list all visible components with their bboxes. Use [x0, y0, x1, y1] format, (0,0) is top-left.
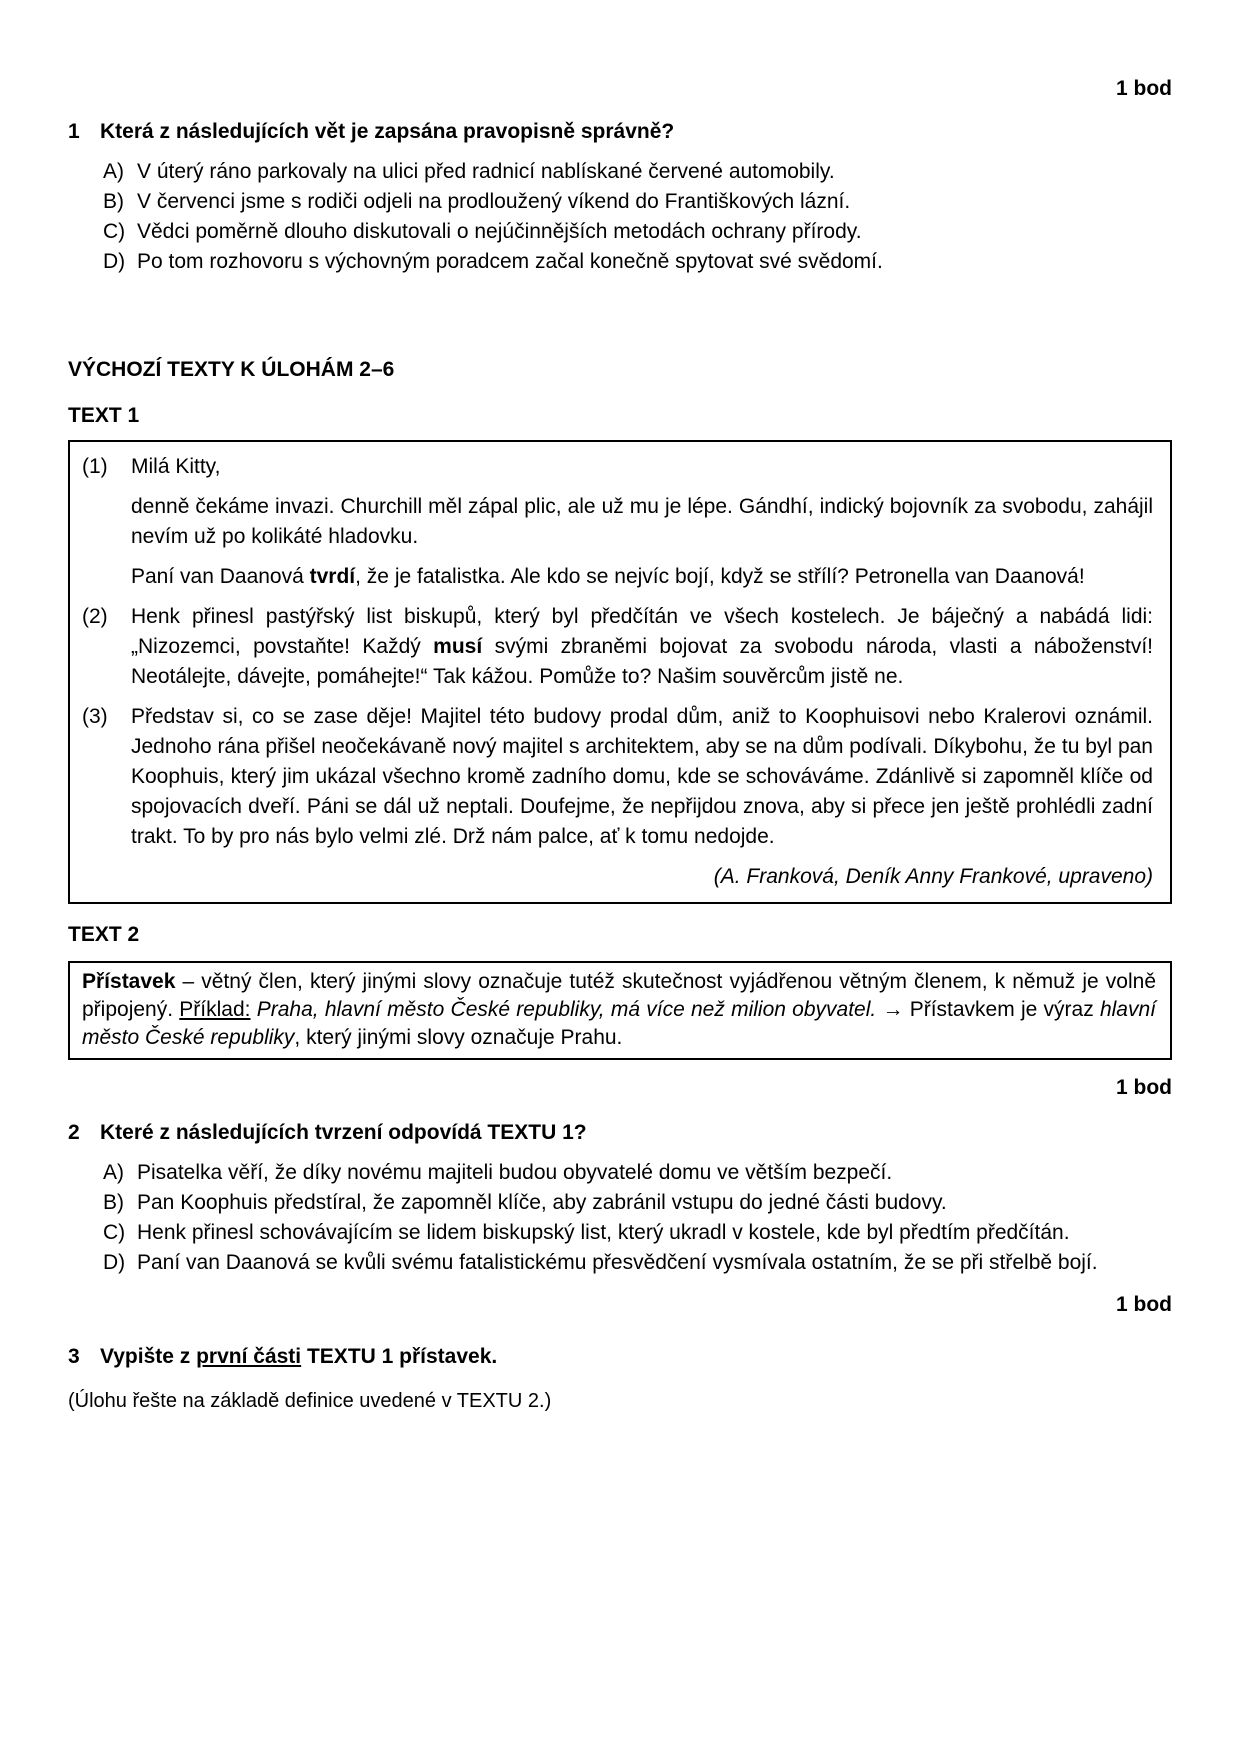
text2-tail: , který jinými slovy označuje Prahu.: [294, 1026, 623, 1049]
option-b: [103, 1188, 1172, 1218]
text1-block3: [82, 702, 1153, 852]
points-badge-q3: 1 bod: [1116, 1293, 1172, 1316]
text2-term: Přístavek: [82, 970, 176, 993]
source-texts-heading: VÝCHOZÍ TEXTY K ÚLOHÁM 2–6: [68, 358, 395, 381]
option-b-text: V červenci jsme s rodiči odjeli na prodloužený víkend do Františkových lázní.: [137, 190, 851, 213]
text1-p2-post: , že je fatalistka. Ale kdo se nejvíc bojí, když se střílí? Petronella van Daanová!: [355, 565, 1085, 588]
text1-block1-body: [131, 452, 1153, 592]
text1-block2-pre: Henk přinesl pastýřský list biskupů, který byl předčítán ve všech kostelech. Je báječný a nabádá lidi: „Nizozemci, povstaňte! Každý: [131, 605, 1153, 658]
option-c-text: Henk přinesl schovávajícím se lidem biskupský list, který ukradl v kostele, kde byl předtím předčítán.: [137, 1221, 1070, 1244]
text1-block1-number: (1): [82, 455, 108, 478]
text2-label: TEXT 2: [68, 923, 140, 946]
text1-box: [68, 440, 1172, 904]
option-a: [103, 157, 1172, 187]
text1-p2-bold-word: tvrdí: [309, 565, 356, 588]
option-a: [103, 1158, 1172, 1188]
text1-block3-number: (3): [82, 705, 108, 728]
points-badge-q2: 1 bod: [1116, 1076, 1172, 1099]
text1-block2-bold-word: musí: [433, 635, 483, 658]
text1-block2-post: svými zbraněmi bojovat za svobodu národa, vlasti a náboženství! Neotálejte, dávejte, pomáhejte!“ Tak kážou. Pomůže to? Našim souvěrcům jistě ne.: [131, 635, 1153, 688]
text2-example-label: Příklad:: [179, 998, 251, 1021]
text1-block2: [82, 602, 1153, 692]
option-c: [103, 217, 1172, 247]
text1-block3-body: Představ si, co se zase děje! Majitel této budovy prodal dům, aniž to Koophuisovi nebo Kralerovi oznámil. Jednoho rána přišel neočekávaně nový majitel s architektem, aby se na dům podívali. Díkybohu, že tu byl pan Koophuis, který jim ukázal všechno kromě zadního domu, kde se schováváme. Zdánlivě si zapomněl klíče od spojovacích dveří. Páni se dál už neptali. Doufejme, že nepřijdou znova, aby si přece jen ještě prohlédli zadní trakt. To by pro nás bylo velmi zlé. Drž nám palce, ať k tomu nedojde.: [131, 705, 1153, 848]
option-c-letter: C): [103, 1221, 126, 1244]
option-d-text: Paní van Daanová se kvůli svému fatalistickému přesvědčení vysmívala ostatním, že se při střelbě bojí.: [137, 1251, 1098, 1274]
question-3-note: (Úlohu řešte na základě definice uvedené v TEXTU 2.): [68, 1390, 552, 1412]
question-1-number: 1: [68, 120, 80, 143]
option-d: [103, 1248, 1172, 1278]
text1-attribution: (A. Franková, Deník Anny Frankové, upraveno): [713, 865, 1153, 888]
option-c: [103, 1218, 1172, 1248]
text2-example: Praha, hlavní město České republiky, má více než milion obyvatel.: [250, 998, 877, 1021]
option-b-letter: B): [103, 190, 124, 213]
question-3-number: 3: [68, 1345, 80, 1368]
option-d-letter: D): [103, 250, 126, 273]
question-2-heading: [68, 1118, 1172, 1148]
option-c-text: Vědci poměrně dlouho diskutovali o nejúčinnějších metodách ochrany přírody.: [137, 220, 862, 243]
points-badge-q1: 1 bod: [1116, 77, 1172, 100]
option-d-letter: D): [103, 1251, 126, 1274]
question-2-number: 2: [68, 1121, 80, 1144]
question-2-text: Které z následujících tvrzení odpovídá TEXTU 1?: [100, 1121, 587, 1144]
question-2-options: [103, 1158, 1172, 1278]
question-3-post: TEXTU 1 přístavek.: [301, 1345, 498, 1368]
question-3-underlined-part: první části: [196, 1345, 302, 1368]
option-a-text: Pisatelka věří, že díky novému majiteli budou obyvatelé domu ve větším bezpečí.: [137, 1161, 893, 1184]
text2-definition: – větný člen, který jinými slovy označuje tutéž skutečnost vyjádřenou větným členem, k němuž je volně připojený.: [82, 970, 1156, 1021]
option-c-letter: C): [103, 220, 126, 243]
question-3-pre: Vypište z: [100, 1345, 197, 1368]
text1-paragraph-1: denně čekáme invazi. Churchill měl zápal plic, ale už mu je lépe. Gándhí, indický bojovník za svobodu, zahájil nevím už po kolikáté hladovku.: [131, 495, 1153, 548]
option-b: [103, 187, 1172, 217]
option-b-letter: B): [103, 1191, 124, 1214]
option-d: [103, 247, 1172, 277]
text1-p2-pre: Paní van Daanová: [131, 565, 310, 588]
text1-salutation: Milá Kitty,: [131, 455, 221, 478]
question-3-text: [100, 1342, 497, 1372]
option-b-text: Pan Koophuis předstíral, že zapomněl klíče, aby zabránil vstupu do jedné části budovy.: [137, 1191, 947, 1214]
text2-arrow-segment: → Přístavkem je výraz: [876, 998, 1100, 1021]
text1-block1: [82, 452, 1153, 592]
text2-apposition: hlavní město České republiky: [82, 998, 1156, 1049]
question-3-heading: [68, 1342, 1172, 1372]
option-d-text: Po tom rozhovoru s výchovným poradcem začal konečně spytovat své svědomí.: [137, 250, 883, 273]
text1-paragraph-2: [131, 562, 1153, 592]
text1-label: TEXT 1: [68, 404, 140, 427]
option-a-letter: A): [103, 1161, 124, 1184]
question-1-heading: [68, 117, 1172, 147]
option-a-letter: A): [103, 160, 124, 183]
option-a-text: V úterý ráno parkovaly na ulici před radnicí nablískané červené automobily.: [137, 160, 835, 183]
text1-block2-body: [131, 602, 1153, 692]
question-1-text: Která z následujících vět je zapsána pravopisně správně?: [100, 120, 675, 143]
question-1-options: [103, 157, 1172, 277]
text1-block2-number: (2): [82, 605, 108, 628]
text2-box: [68, 961, 1172, 1060]
